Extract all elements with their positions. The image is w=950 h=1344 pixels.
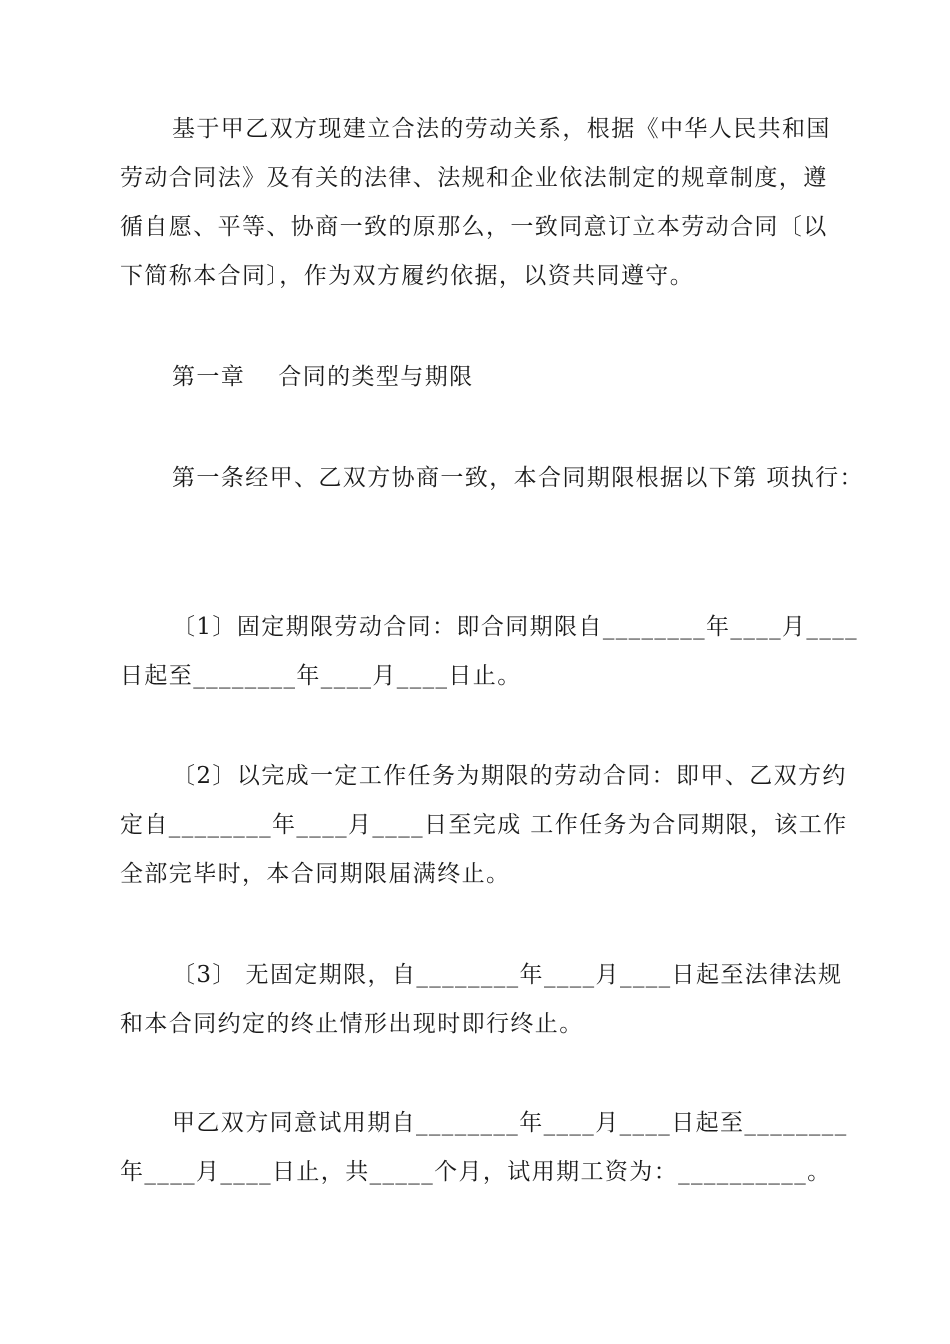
item-3-line-2: 和本合同约定的终止情形出现时即行终止。	[120, 1011, 584, 1037]
preamble-line-4: 下简称本合同〕，作为双方履约依据，以资共同遵守。	[120, 263, 695, 289]
item-3-line-1: 〔3〕 无固定期限，自________年____月____日起至法律法规	[172, 962, 843, 988]
preamble-line-2: 劳动合同法》及有关的法律、法规和企业依法制定的规章制度，遵	[120, 165, 828, 191]
article-1: 第一条经甲、乙双方协商一致，本合同期限根据以下第 项执行：	[172, 465, 864, 491]
preamble-line-1: 基于甲乙双方现建立合法的劳动关系，根据《中华人民共和国	[172, 116, 831, 142]
item-1-line-1: 〔1〕固定期限劳动合同：即合同期限自________年____月____	[172, 614, 859, 640]
item-2-line-3: 全部完毕时，本合同期限届满终止。	[120, 861, 511, 887]
item-1-line-2: 日起至________年____月____日止。	[120, 663, 522, 689]
chapter-heading: 第一章 合同的类型与期限	[172, 364, 474, 390]
preamble-line-3: 循自愿、平等、协商一致的原那么，一致同意订立本劳动合同〔以	[120, 214, 828, 240]
probation-line-2: 年____月____日止，共_____个月，试用期工资为：__________。	[120, 1159, 832, 1185]
item-2-line-2: 定自________年____月____日至完成 工作任务为合同期限，该工作	[120, 812, 848, 838]
probation-line-1: 甲乙双方同意试用期自________年____月____日起至________	[172, 1110, 848, 1136]
item-2-line-1: 〔2〕以完成一定工作任务为期限的劳动合同：即甲、乙双方约	[172, 763, 847, 789]
